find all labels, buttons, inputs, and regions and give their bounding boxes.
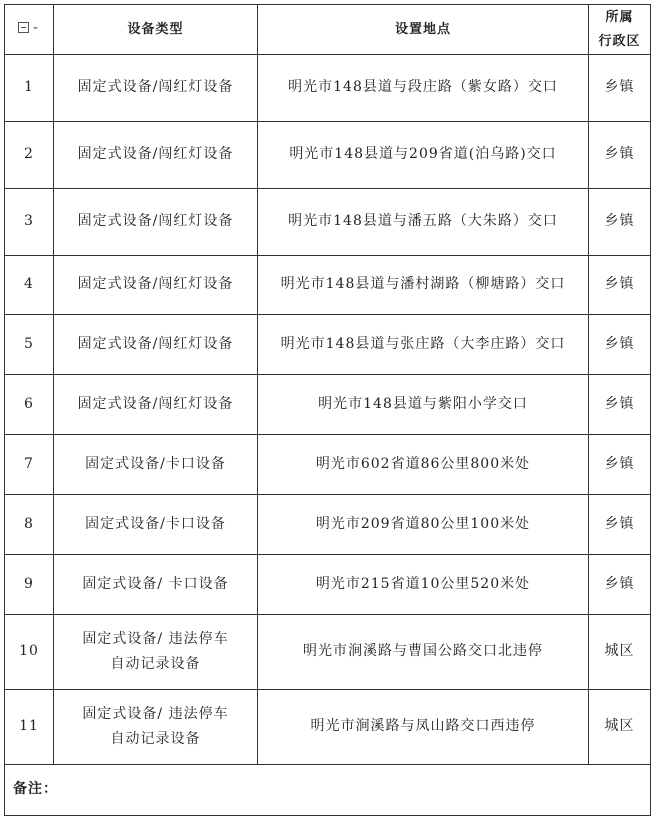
row-district: 乡镇 — [589, 315, 651, 375]
row-district: 乡镇 — [589, 435, 651, 495]
row-location: 明光市148县道与潘五路（大朱路）交口 — [258, 189, 589, 256]
row-location: 明光市602省道86公里800米处 — [258, 435, 589, 495]
row-number: 5 — [5, 315, 54, 375]
header-location: 设置地点 — [258, 5, 589, 55]
table-row — [5, 122, 651, 189]
note-row — [5, 765, 651, 816]
row-location: 明光市148县道与209省道(泊乌路)交口 — [258, 122, 589, 189]
table-row — [5, 375, 651, 435]
row-location: 明光市215省道10公里520米处 — [258, 555, 589, 615]
row-type-line2: 自动记录设备 — [110, 656, 201, 672]
row-district: 乡镇 — [589, 555, 651, 615]
row-location: 明光市148县道与张庄路（大李庄路）交口 — [258, 315, 589, 375]
column-toggle-icon[interactable] — [18, 22, 29, 33]
table-row — [5, 315, 651, 375]
row-type-line1: 固定式设备/ 违法停车 — [82, 630, 229, 647]
row-number: 8 — [5, 495, 54, 555]
row-location: 明光市209省道80公里100米处 — [258, 495, 589, 555]
row-type: 固定式设备/闯红灯设备 — [54, 375, 258, 435]
row-location: 明光市涧溪路与曹国公路交口北违停 — [258, 615, 589, 690]
row-number: 11 — [5, 690, 54, 765]
table-row — [5, 495, 651, 555]
chevron-down-icon[interactable]: ⌄ — [31, 22, 41, 33]
row-district: 乡镇 — [589, 375, 651, 435]
row-number: 2 — [5, 122, 54, 189]
row-type: 固定式设备/闯红灯设备 — [54, 55, 258, 122]
row-type: 固定式设备/闯红灯设备 — [54, 122, 258, 189]
row-district: 乡镇 — [589, 55, 651, 122]
row-number: 6 — [5, 375, 54, 435]
header-district-line2: 行政区 — [598, 33, 641, 49]
row-type: 固定式设备/闯红灯设备 — [54, 189, 258, 256]
header-district — [589, 5, 651, 55]
row-number: 1 — [5, 55, 54, 122]
equipment-table — [4, 4, 651, 816]
table-row — [5, 55, 651, 122]
row-district: 乡镇 — [589, 495, 651, 555]
row-type: 固定式设备/卡口设备 — [54, 435, 258, 495]
row-type-line1: 固定式设备/ 违法停车 — [82, 705, 229, 722]
row-type: 固定式设备/闯红灯设备 — [54, 256, 258, 315]
row-number: 4 — [5, 256, 54, 315]
row-type: 固定式设备/卡口设备 — [54, 495, 258, 555]
table-row — [5, 189, 651, 256]
row-district: 乡镇 — [589, 256, 651, 315]
row-district: 乡镇 — [589, 122, 651, 189]
row-location: 明光市148县道与紫阳小学交口 — [258, 375, 589, 435]
table-row — [5, 256, 651, 315]
note-label: 备注： — [5, 765, 651, 816]
table-row — [5, 690, 651, 765]
row-number: 10 — [5, 615, 54, 690]
header-index-cell[interactable] — [5, 5, 54, 55]
column-toggle[interactable] — [18, 19, 41, 35]
row-type — [54, 615, 258, 690]
table-row — [5, 615, 651, 690]
row-number: 3 — [5, 189, 54, 256]
row-district: 城区 — [589, 690, 651, 765]
row-district: 乡镇 — [589, 189, 651, 256]
row-number: 7 — [5, 435, 54, 495]
row-type: 固定式设备/闯红灯设备 — [54, 315, 258, 375]
row-type-line2: 自动记录设备 — [110, 731, 201, 747]
row-location: 明光市涧溪路与凤山路交口西违停 — [258, 690, 589, 765]
row-location: 明光市148县道与潘村湖路（柳塘路）交口 — [258, 256, 589, 315]
row-type: 固定式设备/ 卡口设备 — [54, 555, 258, 615]
header-row — [5, 5, 651, 55]
row-location: 明光市148县道与段庄路（紫女路）交口 — [258, 55, 589, 122]
table-row — [5, 435, 651, 495]
header-district-line1: 所属 — [605, 10, 634, 26]
header-type: 设备类型 — [54, 5, 258, 55]
table-row — [5, 555, 651, 615]
row-district: 城区 — [589, 615, 651, 690]
row-number: 9 — [5, 555, 54, 615]
row-type — [54, 690, 258, 765]
